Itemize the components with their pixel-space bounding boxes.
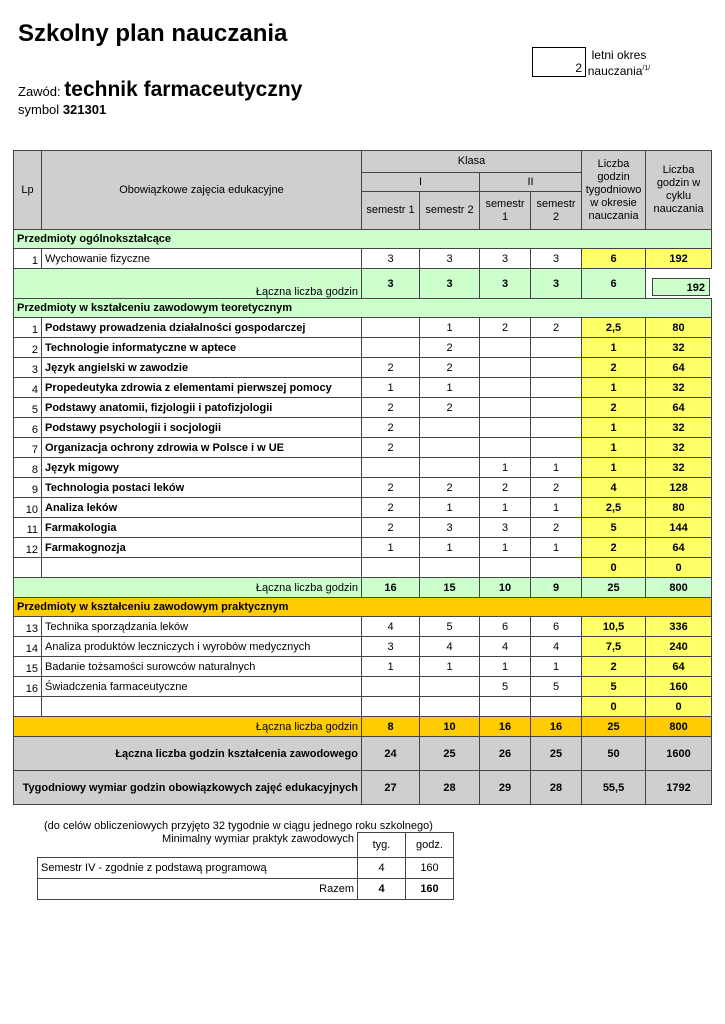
row-semester-value: 6 [480,617,531,637]
subtotal-semester-value: 10 [480,578,531,598]
row-cycle-hours: 80 [646,498,712,518]
curriculum-table [13,150,712,805]
row-semester-value: 1 [480,657,531,677]
row-lp: 16 [14,677,42,697]
subtotal-semester-value: 16 [362,578,420,598]
row-weekly-hours: 1 [582,378,646,398]
table-row [14,518,712,538]
row-cycle-hours: 128 [646,478,712,498]
subtotal-weekly-hours: 25 [582,578,646,598]
row-cycle-hours: 32 [646,438,712,458]
row-semester-value [531,378,582,398]
table-row [14,657,712,677]
row-lp: 7 [14,438,42,458]
period-box [532,47,586,77]
row-lp: 15 [14,657,42,677]
row-semester-value: 1 [362,657,420,677]
subtotal-label: Łączna liczba godzin [14,578,362,598]
row-semester-value [480,697,531,717]
row-subject: Wychowanie fizyczne [42,249,362,269]
period-label-text: letni okres nauczania [587,48,647,78]
table-row [14,677,712,697]
row-weekly-hours: 5 [582,518,646,538]
row-cycle-hours: 80 [646,318,712,338]
table-row [14,318,712,338]
row-semester-value: 1 [531,538,582,558]
row-weekly-hours: 7,5 [582,637,646,657]
row-lp: 10 [14,498,42,518]
row-weekly-hours: 2 [582,398,646,418]
row-subject: Język angielski w zawodzie [42,358,362,378]
practice-row-label: Semestr IV - zgodnie z podstawą programową [38,857,358,878]
row-weekly-hours: 4 [582,478,646,498]
practice-col-godz: godz. [406,833,454,858]
row-weekly-hours: 0 [582,697,646,717]
row-semester-value: 6 [531,617,582,637]
row-semester-value [420,458,480,478]
row-lp: 11 [14,518,42,538]
row-semester-value [480,438,531,458]
total-semester-value: 26 [480,737,531,771]
row-cycle-hours: 32 [646,378,712,398]
row-weekly-hours: 1 [582,418,646,438]
row-cycle-hours: 192 [646,249,712,269]
row-weekly-hours: 10,5 [582,617,646,637]
profession [18,78,302,102]
row-semester-value [420,677,480,697]
row-weekly-hours: 1 [582,338,646,358]
row-subject: Język migowy [42,458,362,478]
row-semester-value: 3 [362,249,420,269]
row-semester-value: 4 [480,637,531,657]
period-value: 2 [575,61,582,75]
row-subject: Badanie tożsamości surowców naturalnych [42,657,362,677]
row-subject: Propedeutyka zdrowia z elementami pierwszej pomocy [42,378,362,398]
row-semester-value [420,418,480,438]
row-semester-value: 1 [480,498,531,518]
row-subject: Technika sporządzania leków [42,617,362,637]
row-semester-value: 2 [480,478,531,498]
row-semester-value: 4 [531,637,582,657]
row-subject: Analiza leków [42,498,362,518]
header-sem-1: semestr 1 [362,192,420,230]
row-semester-value: 3 [420,518,480,538]
row-semester-value: 5 [420,617,480,637]
row-semester-value: 1 [420,657,480,677]
row-semester-value: 1 [531,498,582,518]
row-lp: 3 [14,358,42,378]
subtotal-semester-value: 3 [531,269,582,299]
row-semester-value [531,697,582,717]
row-semester-value: 2 [362,478,420,498]
row-semester-value [531,418,582,438]
subtotal-row [14,717,712,737]
row-subject [42,697,362,717]
row-lp: 12 [14,538,42,558]
row-semester-value: 1 [362,378,420,398]
row-weekly-hours: 6 [582,249,646,269]
total-semester-value: 28 [531,771,582,805]
row-semester-value: 4 [362,617,420,637]
subtotal-semester-value: 10 [420,717,480,737]
row-semester-value [531,398,582,418]
table-row [14,558,712,578]
table-row [14,249,712,269]
practice-table [37,832,454,900]
symbol-code: 321301 [62,102,107,117]
row-subject: Organizacja ochrony zdrowia w Polsce i w UE [42,438,362,458]
row-semester-value: 2 [420,398,480,418]
profession-name: technik farmaceutyczny [64,78,303,101]
total-cycle-hours: 1792 [646,771,712,805]
table-row [14,498,712,518]
row-semester-value: 1 [420,318,480,338]
table-row [14,617,712,637]
total-semester-value: 24 [362,737,420,771]
row-weekly-hours: 2 [582,657,646,677]
row-semester-value [531,338,582,358]
row-cycle-hours: 240 [646,637,712,657]
header-weekly: Liczba godzin tygodniowo w okresie nauczania [582,151,646,230]
row-cycle-hours: 144 [646,518,712,538]
total-label: Tygodniowy wymiar godzin obowiązkowych zajęć edukacyjnych [14,771,362,805]
row-semester-value: 2 [531,478,582,498]
row-cycle-hours: 0 [646,558,712,578]
row-semester-value: 2 [362,498,420,518]
row-subject: Podstawy psychologii i socjologii [42,418,362,438]
curriculum-body [14,151,712,805]
row-cycle-hours: 0 [646,697,712,717]
row-semester-value: 3 [420,249,480,269]
row-semester-value [362,318,420,338]
table-row [14,378,712,398]
row-semester-value [480,418,531,438]
row-semester-value [420,558,480,578]
row-semester-value [531,558,582,578]
row-weekly-hours: 2 [582,538,646,558]
table-row [14,418,712,438]
row-lp: 13 [14,617,42,637]
subtotal-row [14,578,712,598]
total-weekly-row [14,771,712,805]
table-row [14,438,712,458]
row-subject: Analiza produktów leczniczych i wyrobów medycznych [42,637,362,657]
header-cycle: Liczba godzin w cyklu nauczania [646,151,712,230]
row-semester-value: 2 [531,518,582,538]
row-lp: 2 [14,338,42,358]
row-semester-value [362,558,420,578]
subtotal-cycle-hours: 800 [646,717,712,737]
row-cycle-hours: 336 [646,617,712,637]
practice-row-godz: 160 [406,857,454,878]
row-subject: Technologie informatyczne w aptece [42,338,362,358]
row-lp [14,697,42,717]
section-header-row [14,299,712,318]
total-semester-value: 25 [420,737,480,771]
subtotal-label: Łączna liczba godzin [14,717,362,737]
header-lp: Lp [14,151,42,230]
profession-prefix: Zawód: [18,84,61,99]
row-cycle-hours: 32 [646,338,712,358]
section-title: Przedmioty w kształceniu zawodowym praktycznym [14,598,712,617]
header-subjects: Obowiązkowe zajęcia edukacyjne [42,151,362,230]
calculation-note: (do celów obliczeniowych przyjęto 32 tygodnie w ciągu jednego roku szkolnego) [44,820,433,832]
row-semester-value: 2 [362,398,420,418]
row-semester-value [480,338,531,358]
row-semester-value: 5 [480,677,531,697]
table-row [14,458,712,478]
row-semester-value: 1 [531,458,582,478]
row-cycle-hours: 160 [646,677,712,697]
period-label [586,48,652,78]
total-weekly-hours: 50 [582,737,646,771]
practice-title: Minimalny wymiar praktyk zawodowych [162,832,354,845]
subtotal-semester-value: 3 [362,269,420,299]
page-title: Szkolny plan nauczania [18,20,288,47]
row-semester-value: 1 [362,538,420,558]
row-semester-value: 2 [420,358,480,378]
total-label: Łączna liczba godzin kształcenia zawodowego [14,737,362,771]
subtotal-semester-value: 3 [480,269,531,299]
subtotal-semester-value: 9 [531,578,582,598]
row-subject: Farmakognozja [42,538,362,558]
subtotal-weekly-hours: 6 [582,269,646,299]
row-weekly-hours: 1 [582,458,646,478]
profession-symbol [18,102,106,117]
table-row [14,478,712,498]
header-sem-2: semestr 2 [420,192,480,230]
row-lp: 14 [14,637,42,657]
total-vocational-row [14,737,712,771]
row-semester-value: 2 [362,358,420,378]
row-semester-value: 1 [531,657,582,677]
table-row [14,697,712,717]
row-semester-value [420,697,480,717]
row-weekly-hours: 0 [582,558,646,578]
total-semester-value: 25 [531,737,582,771]
subtotal-row [14,269,712,299]
row-semester-value: 1 [420,498,480,518]
row-lp: 1 [14,249,42,269]
row-semester-value: 2 [420,478,480,498]
row-lp: 6 [14,418,42,438]
section-title: Przedmioty w kształceniu zawodowym teoretycznym [14,299,712,318]
row-lp: 4 [14,378,42,398]
row-cycle-hours: 64 [646,538,712,558]
row-semester-value [480,378,531,398]
row-weekly-hours: 2 [582,358,646,378]
row-lp: 5 [14,398,42,418]
row-semester-value: 3 [362,637,420,657]
floating-subtotal: 192 [652,278,710,296]
header-class-2: II [480,173,582,192]
row-semester-value [362,677,420,697]
header-klasa: Klasa [362,151,582,173]
subtotal-semester-value: 3 [420,269,480,299]
row-cycle-hours: 64 [646,358,712,378]
row-subject: Farmakologia [42,518,362,538]
row-semester-value [362,338,420,358]
practice-total-godz: 160 [406,878,454,899]
header-sem-4: semestr 2 [531,192,582,230]
subtotal-semester-value: 15 [420,578,480,598]
total-cycle-hours: 1600 [646,737,712,771]
table-row [14,398,712,418]
row-semester-value: 1 [420,378,480,398]
practice-total-tyg: 4 [358,878,406,899]
row-semester-value: 2 [420,338,480,358]
row-semester-value: 2 [531,318,582,338]
row-lp: 1 [14,318,42,338]
row-subject [42,558,362,578]
row-semester-value: 3 [531,249,582,269]
row-cycle-hours: 32 [646,458,712,478]
row-lp: 8 [14,458,42,478]
row-weekly-hours: 2,5 [582,498,646,518]
subtotal-cycle-hours: 800 [646,578,712,598]
subtotal-label: Łączna liczba godzin [14,269,362,299]
row-weekly-hours: 5 [582,677,646,697]
table-row [14,637,712,657]
row-semester-value: 2 [362,418,420,438]
row-weekly-hours: 2,5 [582,318,646,338]
row-semester-value: 4 [420,637,480,657]
period-footnote: /1/ [642,65,651,72]
row-semester-value [362,458,420,478]
row-semester-value: 1 [480,458,531,478]
row-semester-value [480,558,531,578]
row-subject: Podstawy anatomii, fizjologii i patofizjologii [42,398,362,418]
practice-row-tyg: 4 [358,857,406,878]
row-semester-value: 5 [531,677,582,697]
row-semester-value: 1 [480,538,531,558]
practice-col-tyg: tyg. [358,833,406,858]
row-semester-value: 3 [480,518,531,538]
row-semester-value [480,398,531,418]
row-subject: Świadczenia farmaceutyczne [42,677,362,697]
row-semester-value [480,358,531,378]
row-semester-value: 2 [362,518,420,538]
row-semester-value [531,438,582,458]
row-semester-value: 3 [480,249,531,269]
row-lp [14,558,42,578]
section-title: Przedmioty ogólnokształcące [14,230,712,249]
row-subject: Technologia postaci leków [42,478,362,498]
total-weekly-hours: 55,5 [582,771,646,805]
row-semester-value [362,697,420,717]
total-semester-value: 29 [480,771,531,805]
total-semester-value: 28 [420,771,480,805]
row-subject: Podstawy prowadzenia działalności gospodarczej [42,318,362,338]
header-class-1: I [362,173,480,192]
header-sem-3: semestr 1 [480,192,531,230]
row-semester-value: 2 [362,438,420,458]
row-cycle-hours: 64 [646,657,712,677]
practice-total-label: Razem [38,878,358,899]
row-weekly-hours: 1 [582,438,646,458]
subtotal-semester-value: 16 [531,717,582,737]
row-cycle-hours: 32 [646,418,712,438]
table-row [14,538,712,558]
table-row [14,358,712,378]
row-semester-value [420,438,480,458]
row-cycle-hours: 64 [646,398,712,418]
subtotal-semester-value: 8 [362,717,420,737]
section-header-row [14,230,712,249]
section-header-row [14,598,712,617]
row-semester-value: 1 [420,538,480,558]
total-semester-value: 27 [362,771,420,805]
row-semester-value [531,358,582,378]
table-row [14,338,712,358]
subtotal-weekly-hours: 25 [582,717,646,737]
symbol-prefix: symbol [18,102,60,117]
row-lp: 9 [14,478,42,498]
row-semester-value: 2 [480,318,531,338]
subtotal-semester-value: 16 [480,717,531,737]
